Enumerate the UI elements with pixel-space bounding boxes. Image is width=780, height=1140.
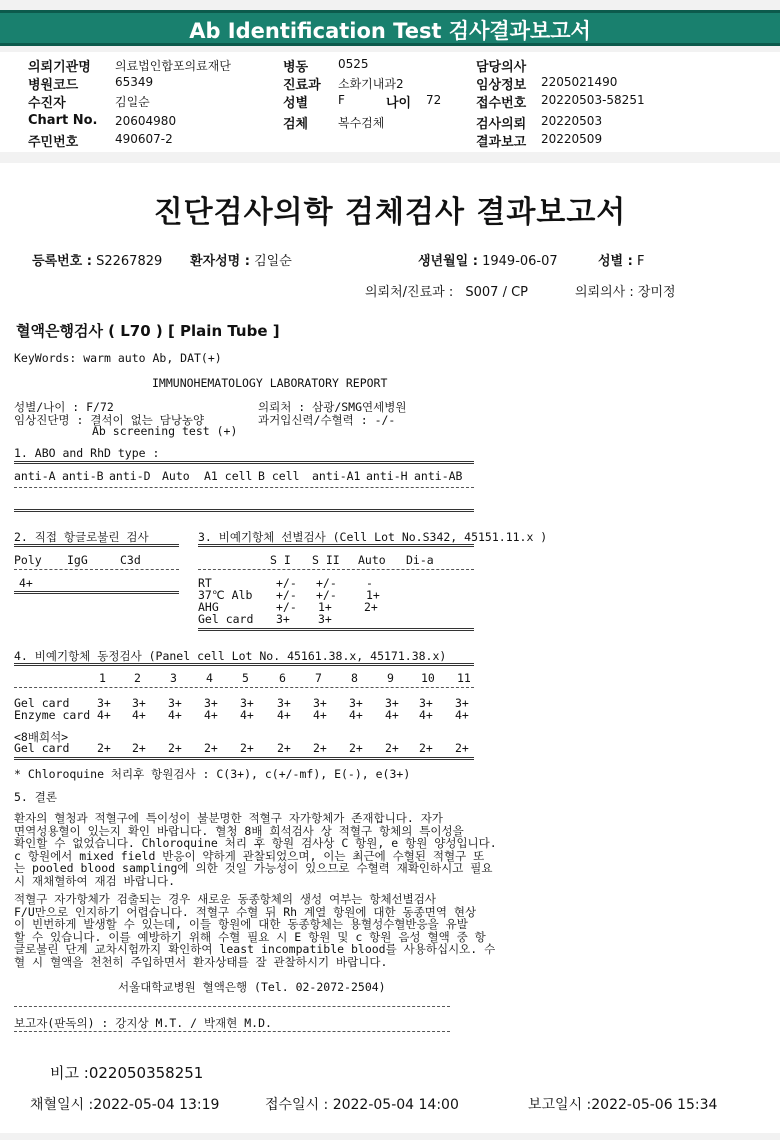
info-label: 수진자 (28, 96, 66, 111)
abo-col-header: anti-B (62, 469, 104, 483)
panel-cell: 3+ (455, 696, 469, 710)
dilution-cell: 2+ (168, 741, 182, 755)
s4-title: 4. 비예기항체 동정검사 (Panel cell Lot No. 45161.38.x, 45171.38.x) (14, 649, 447, 663)
note-value: 022050358251 (88, 1064, 204, 1082)
conclusion-line: 이 빈번하게 발생할 수 있는데, 이들 항원에 대한 동종항체는 용혈성수혈반응을 유발 (14, 917, 468, 932)
info-value: 2205021490 (541, 75, 618, 89)
rule (198, 569, 474, 570)
info-value: 490607-2 (115, 132, 173, 146)
s2-title: 2. 직접 항글로불린 검사 (14, 530, 149, 544)
info-label: Chart No. (28, 113, 98, 128)
rule (14, 591, 179, 594)
screen-row-label: Gel card (198, 612, 254, 626)
info-label: 의뢰기관명 (28, 60, 91, 75)
rule (14, 509, 474, 512)
rule (14, 1006, 450, 1007)
dob-value: 1949-06-07 (482, 254, 558, 269)
screen-col-header: Auto (358, 553, 386, 567)
panel-col-header: 4 (206, 671, 213, 685)
chloroquine-result: * Chloroquine 처리후 항원검사 : C(3+), c(+/-mf), E(-), e(3+) (14, 767, 411, 781)
dilution-cell: 2+ (313, 741, 327, 755)
report-header-bar (0, 10, 780, 46)
dilution-cell: 2+ (419, 741, 433, 755)
s1-title: 1. ABO and RhD type : (14, 446, 160, 460)
panel-col-header: 9 (387, 671, 394, 685)
panel-cell: 3+ (277, 696, 291, 710)
dilution-cell: 2+ (132, 741, 146, 755)
panel-col-header: 2 (134, 671, 141, 685)
keywords: KeyWords: warm auto Ab, DAT(+) (14, 351, 222, 365)
conclusion-line: 시 재채혈하여 재검 바랍니다. (14, 873, 176, 888)
panel-cell: 3+ (385, 696, 399, 710)
panel-cell: 3+ (313, 696, 327, 710)
abo-col-header: A1 cell (204, 469, 253, 483)
document-title: 진단검사의학 검체검사 결과보고서 (153, 195, 627, 230)
panel-col-header: 6 (279, 671, 286, 685)
panel-cell: 4+ (168, 708, 182, 722)
dilution-cell: 2+ (277, 741, 291, 755)
panel-cell: 4+ (132, 708, 146, 722)
rule (14, 487, 474, 488)
rule (14, 687, 474, 688)
panel-cell: 3+ (419, 696, 433, 710)
info-value: 20220503 (541, 114, 603, 128)
info-label: 진료과 (283, 78, 321, 93)
sex-value: F (636, 254, 645, 269)
conclusion-line: c 항원에서 mixed field 반응이 약하게 관찰되었으며, 이는 최근에 수혈된 적혈구 또 (14, 848, 485, 863)
panel-cell: 3+ (204, 696, 218, 710)
info-value: 복수검체 (338, 116, 385, 130)
screen-cell: +/- (316, 588, 337, 602)
panel-cell: 3+ (132, 696, 146, 710)
info-label: 병원코드 (28, 78, 79, 93)
info-value: 소화기내과2 (338, 77, 404, 91)
sex-label: 성별 : (598, 254, 633, 269)
panel-cell: 4+ (313, 708, 327, 722)
conclusion-line: 혈 시 혈액을 천천히 주입하면서 환자상태를 잘 관찰하시기 바랍니다. (14, 954, 388, 969)
doctor-value: 장미정 (637, 285, 676, 300)
info-label: 병동 (283, 60, 309, 75)
panel-cell: 4+ (277, 708, 291, 722)
info-value: 20220509 (541, 132, 603, 146)
reg-value: S2267829 (96, 254, 163, 269)
doctor-label: 의뢰의사 : (575, 285, 634, 300)
rule (14, 663, 474, 666)
conclusion-line: 는 pooled blood sampling에 의한 것일 가능성이 있으므로 수혈력 재확인하시고 필요 (14, 861, 493, 876)
dilution-title: <8배희석> (14, 730, 69, 744)
panel-cell: 4+ (349, 708, 363, 722)
collection-time: 채혈일시 :2022-05-04 13:19 (30, 1097, 220, 1113)
dilution-cell: 2+ (240, 741, 254, 755)
reg-label: 등록번호 : (32, 254, 92, 269)
panel-col-header: 7 (315, 671, 322, 685)
abo-col-header: Auto (162, 469, 190, 483)
conclusion-line: 면역성용혈이 있는지 확인 바랍니다. 혈청 8배 희석검사 상 적혈구 항체의 특이성을 (14, 823, 464, 838)
screen-cell: +/- (316, 576, 337, 590)
info-value: 72 (426, 93, 442, 107)
panel-cell: 3+ (97, 696, 111, 710)
info-label: 결과보고 (476, 135, 527, 150)
panel-cell: 3+ (168, 696, 182, 710)
abo-col-header: anti-D (109, 469, 151, 483)
screen-cell: +/- (276, 588, 297, 602)
rule (198, 628, 474, 631)
name-value: 김일순 (254, 254, 292, 269)
abo-col-header: B cell (258, 469, 300, 483)
dilution-cell: 2+ (204, 741, 218, 755)
reporter: 보고자(판독의) : 강지상 M.T. / 박재현 M.D. (14, 1016, 272, 1030)
dilution-cell: 2+ (97, 741, 111, 755)
info-label: 성별 (283, 96, 309, 111)
info-value: 20604980 (115, 114, 177, 128)
panel-cell: 4+ (385, 708, 399, 722)
note-label: 비고 : (50, 1064, 89, 1082)
history: 과거입신력/수혈력 : -/- (258, 413, 396, 427)
dilution-cell: 2+ (455, 741, 469, 755)
panel-cell: 4+ (419, 708, 433, 722)
s3-title: 3. 비예기항체 선별검사 (Cell Lot No.S342, 45151.11.x ) (198, 530, 548, 544)
info-value: 의료법인합포의료재단 (115, 59, 231, 73)
report-time: 보고일시 :2022-05-06 15:34 (528, 1097, 718, 1113)
info-label: 담당의사 (476, 60, 527, 75)
panel-col-header: 10 (421, 671, 435, 685)
info-value: 20220503-58251 (541, 93, 645, 107)
screen-col-header: Di-a (406, 553, 434, 567)
info-value: 김일순 (115, 95, 150, 109)
rule (198, 544, 474, 547)
rule (14, 544, 179, 547)
screen-row-label: RT (198, 576, 212, 590)
info-label: 검체 (283, 117, 309, 132)
panel-col-header: 3 (170, 671, 177, 685)
screen-cell: 3+ (318, 612, 332, 626)
screen-cell: 1+ (318, 600, 332, 614)
report-document (0, 163, 780, 1133)
panel-col-header: 11 (457, 671, 471, 685)
dept-label: 의뢰처/진료과 : (365, 285, 454, 300)
receipt-time: 접수일시 : 2022-05-04 14:00 (265, 1097, 459, 1113)
screen-cell: +/- (276, 600, 297, 614)
panel-col-header: 1 (99, 671, 106, 685)
dat-col-header: C3d (120, 553, 141, 567)
report-title: IMMUNOHEMATOLOGY LABORATORY REPORT (152, 376, 388, 390)
screen-col-header: S I (270, 553, 291, 567)
dilution-cell: 2+ (349, 741, 363, 755)
conclusion-line: 글로불린 단계 교차시험까지 확인하여 least incompatible blood를 사용하십시오. 수 (14, 942, 496, 957)
rule (14, 757, 474, 760)
info-value: F (338, 93, 345, 107)
abo-col-header: anti-H (366, 469, 408, 483)
abo-col-header: anti-A (14, 469, 56, 483)
panel-row-label: Gel card (14, 696, 70, 710)
screen-row-label: AHG (198, 600, 219, 614)
panel-cell: 4+ (455, 708, 469, 722)
screen-row-label: 37℃ Alb (198, 588, 253, 602)
info-label: 접수번호 (476, 96, 527, 111)
info-label: 임상정보 (476, 78, 527, 93)
info-value: 65349 (115, 75, 154, 89)
panel-col-header: 8 (351, 671, 358, 685)
conclusion-line: 적혈구 자가항체가 검출되는 경우 새로운 동종항체의 생성 여부는 항체선별검사 (14, 892, 436, 906)
rule (14, 1031, 450, 1032)
dat-poly-value: 4+ (19, 576, 33, 590)
dat-col-header: IgG (67, 553, 88, 567)
panel-col-header: 5 (242, 671, 249, 685)
section-title: 혈액은행검사 ( L70 ) [ Plain Tube ] (16, 322, 280, 340)
conclusion-line: 환자의 혈청과 적혈구에 특이성이 불분명한 적혈구 자가항체가 존재합니다. 자가 (14, 811, 443, 825)
rule (14, 461, 474, 464)
info-label: 검사의뢰 (476, 117, 527, 132)
dilution-row-label: Gel card (14, 741, 70, 755)
conclusion-line: F/U만으로 인지하기 어렵습니다. 적혈구 수혈 뒤 Rh 계열 항원에 대한 동종면역 현상 (14, 904, 477, 919)
panel-cell: 4+ (240, 708, 254, 722)
screen-col-header: S II (312, 553, 340, 567)
abo-col-header: anti-A1 (312, 469, 361, 483)
panel-cell: 3+ (349, 696, 363, 710)
header-title: Ab Identification Test 검사결과보고서 (189, 19, 591, 43)
info-label: 주민번호 (28, 135, 79, 150)
rule (14, 569, 179, 570)
conclusion-line: 확인할 수 없었습니다. Chloroquine 처리 후 항원 검사상 C 항원, e 항원 양성입니다. (14, 836, 497, 851)
screen-cell: 2+ (364, 600, 378, 614)
panel-cell: 3+ (240, 696, 254, 710)
sex-age: 성별/나이 : F/72 (14, 400, 114, 414)
conclusion-line: 할 수 있습니다. 이를 예방하기 위해 수혈 필요 시 E 항원 및 c 항원 음성 혈액 중 항 (14, 929, 486, 944)
screen-cell: 3+ (276, 612, 290, 626)
diagnosis-2: Ab screening test (+) (92, 424, 238, 438)
screen-cell: +/- (276, 576, 297, 590)
conclusion-paragraph-1 (14, 811, 497, 888)
dat-col-header: Poly (14, 553, 42, 567)
blood-bank-contact: 서울대학교병원 혈액은행 (Tel. 02-2072-2504) (118, 980, 386, 994)
info-value: 0525 (338, 57, 369, 71)
panel-cell: 4+ (97, 708, 111, 722)
panel-row-label: Enzyme card (14, 708, 91, 722)
request-info-panel (0, 52, 780, 152)
screen-cell: - (366, 576, 373, 590)
panel-cell: 4+ (204, 708, 218, 722)
s5-title: 5. 결론 (14, 790, 57, 804)
dilution-cell: 2+ (385, 741, 399, 755)
conclusion-paragraph-2 (14, 893, 494, 969)
diagnosis: 임상진단명 : 결석이 없는 담낭농양 (14, 413, 205, 427)
name-label: 환자성명 : (190, 254, 250, 269)
abo-col-header: anti-AB (414, 469, 463, 483)
dob-label: 생년월일 : (418, 254, 478, 269)
info-label: 나이 (386, 96, 412, 111)
referral: 의뢰처 : 삼광/SMG연세병원 (258, 400, 407, 414)
screen-cell: 1+ (366, 588, 380, 602)
dept-value: S007 / CP (465, 285, 529, 300)
